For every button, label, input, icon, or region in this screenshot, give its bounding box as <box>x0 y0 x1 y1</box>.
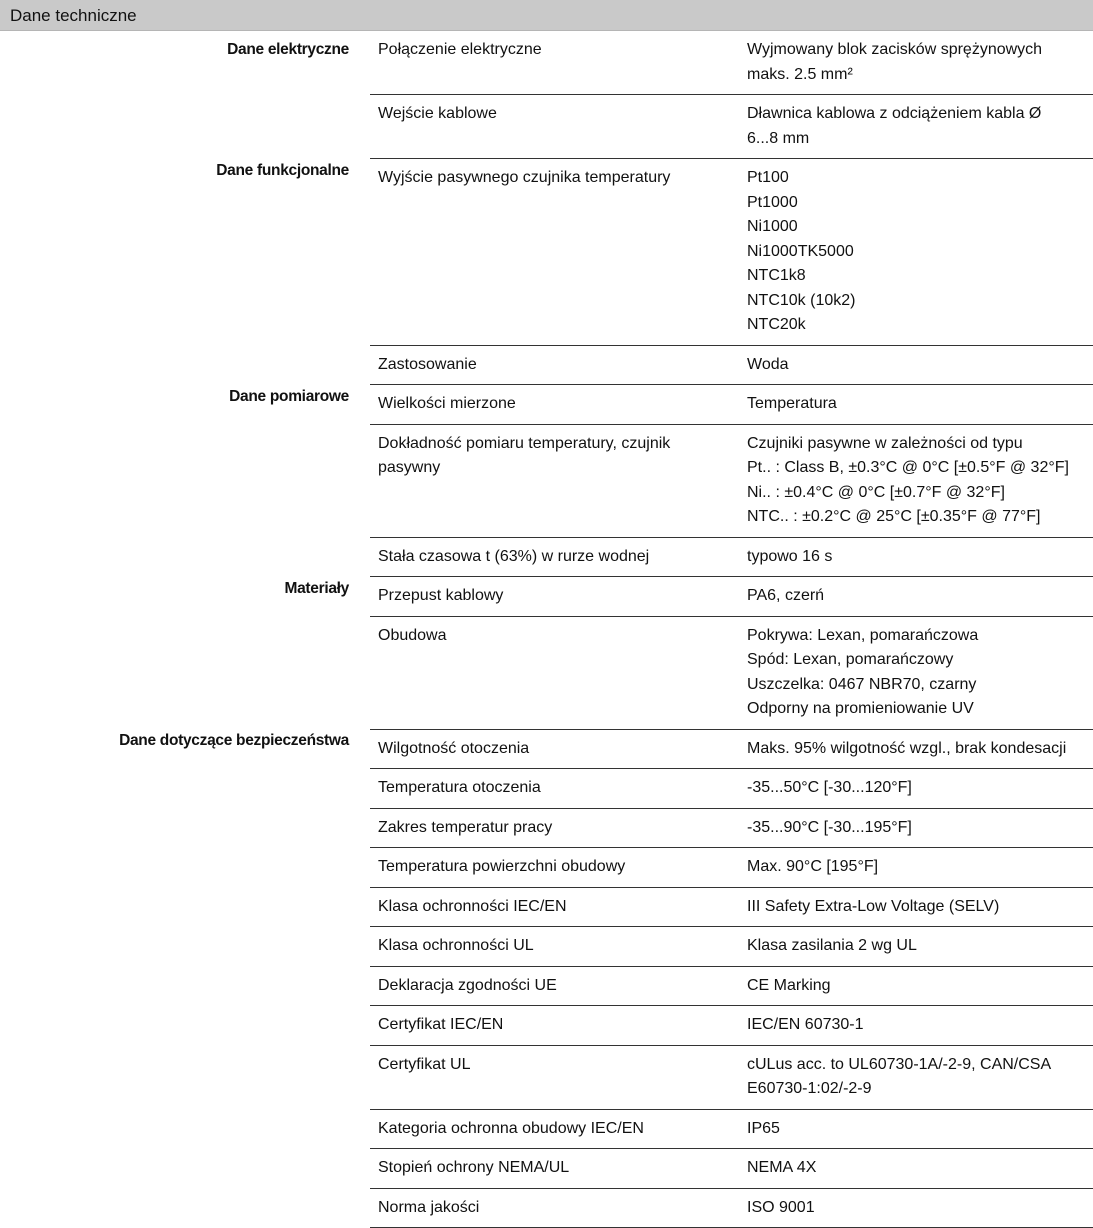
spec-row <box>0 424 1093 537</box>
value-line: Temperatura <box>747 395 837 412</box>
spec-key: Temperatura powierzchni obudowy <box>370 848 739 888</box>
value-line: Pt100 <box>747 169 789 186</box>
spec-row <box>0 385 1093 425</box>
spec-row <box>0 1006 1093 1046</box>
spec-key: Norma jakości <box>370 1188 739 1228</box>
value-line: IP65 <box>747 1119 780 1137</box>
spec-key: Stała czasowa t (63%) w rurze wodnej <box>370 537 739 577</box>
value-line: -35...90°C [-30...195°F] <box>747 818 912 836</box>
category-label <box>0 95 370 159</box>
value-line: Uszczelka: 0467 NBR70, czarny <box>747 675 977 693</box>
value-line: 6...8 mm <box>747 129 810 147</box>
value-line: NTC20k <box>747 316 806 333</box>
spec-row <box>0 38 1093 95</box>
category-label <box>0 1188 370 1228</box>
spec-row <box>0 848 1093 888</box>
value-line: NTC1k8 <box>747 267 806 284</box>
value-line: Maks. 95% wilgotność wzgl., brak kondesacji <box>747 739 1067 757</box>
spec-value <box>739 1045 1093 1109</box>
value-line: cULus acc. to UL60730-1A/-2-9, CAN/CSA <box>747 1055 1052 1073</box>
spec-value <box>739 1149 1093 1189</box>
spec-row <box>0 345 1093 385</box>
value-line: NTC.. : ±0.2°C @ 25°C [±0.35°F @ 77°F] <box>747 508 1041 525</box>
category-label: Materiały <box>284 579 349 597</box>
spec-key: Certyfikat UL <box>370 1045 739 1109</box>
value-line: Pt.. : Class B, ±0.3°C @ 0°C [±0.5°F @ 32°F] <box>747 459 1069 476</box>
spec-value <box>739 537 1093 577</box>
value-line: Ni.. : ±0.4°C @ 0°C [±0.7°F @ 32°F] <box>747 483 1005 501</box>
category-label <box>0 345 370 385</box>
spec-value <box>739 1109 1093 1149</box>
spec-row <box>0 95 1093 159</box>
value-line: Ni1000 <box>747 218 798 235</box>
value-line: NTC10k (10k2) <box>747 291 856 309</box>
category-label <box>0 1109 370 1149</box>
spec-row <box>0 1109 1093 1149</box>
category-label <box>0 848 370 888</box>
spec-key: Dokładność pomiaru temperatury, czujnik pasywny <box>370 424 739 537</box>
spec-value <box>739 848 1093 888</box>
spec-row <box>0 616 1093 729</box>
spec-key: Deklaracja zgodności UE <box>370 966 739 1006</box>
spec-row <box>0 577 1093 617</box>
spec-key: Wielkości mierzone <box>370 385 739 425</box>
spec-value <box>739 808 1093 848</box>
spec-value <box>739 966 1093 1006</box>
spec-value <box>739 1006 1093 1046</box>
category-label <box>0 616 370 729</box>
spec-key: Certyfikat IEC/EN <box>370 1006 739 1046</box>
category-label: Dane funkcjonalne <box>216 161 349 179</box>
category-label <box>0 424 370 537</box>
spec-key: Zakres temperatur pracy <box>370 808 739 848</box>
value-line: Czujniki pasywne w zależności od typu <box>747 434 1023 452</box>
spec-key: Wyjście pasywnego czujnika temperatury <box>370 159 739 346</box>
spec-key: Przepust kablowy <box>370 577 739 617</box>
spec-row <box>0 808 1093 848</box>
spec-value <box>739 385 1093 425</box>
spec-key: Wilgotność otoczenia <box>370 729 739 769</box>
value-line: maks. 2.5 mm² <box>747 65 853 83</box>
spec-value <box>739 159 1093 346</box>
value-line: NEMA 4X <box>747 1159 817 1176</box>
value-line: CE Marking <box>747 976 831 994</box>
value-line: -35...50°C [-30...120°F] <box>747 779 912 796</box>
spec-key: Połączenie elektryczne <box>370 38 739 95</box>
spec-key: Wejście kablowe <box>370 95 739 159</box>
spec-table <box>0 38 1093 1228</box>
value-line: Klasa zasilania 2 wg UL <box>747 937 917 954</box>
value-line: Odporny na promieniowanie UV <box>747 700 974 717</box>
category-label: Dane elektryczne <box>227 41 349 58</box>
value-line: ISO 9001 <box>747 1198 815 1216</box>
category-label: Dane dotyczące bezpieczeństwa <box>119 732 349 749</box>
spec-value <box>739 424 1093 537</box>
value-line: Pokrywa: Lexan, pomarańczowa <box>747 626 979 644</box>
spec-row <box>0 966 1093 1006</box>
category-label <box>0 927 370 967</box>
spec-value <box>739 927 1093 967</box>
value-line: Woda <box>747 355 789 373</box>
category-label <box>0 537 370 577</box>
spec-value <box>739 577 1093 617</box>
section-header: Dane techniczne <box>0 0 1093 31</box>
value-line: Wyjmowany blok zacisków sprężynowych <box>747 41 1043 58</box>
value-line: Dławnica kablowa z odciążeniem kabla Ø <box>747 105 1042 122</box>
spec-key: Temperatura otoczenia <box>370 769 739 809</box>
spec-key: Zastosowanie <box>370 345 739 385</box>
category-label <box>0 966 370 1006</box>
spec-value <box>739 616 1093 729</box>
category-label <box>0 1006 370 1046</box>
spec-key: Stopień ochrony NEMA/UL <box>370 1149 739 1189</box>
spec-row <box>0 1188 1093 1228</box>
spec-row <box>0 769 1093 809</box>
spec-key: Klasa ochronności IEC/EN <box>370 887 739 927</box>
spec-value <box>739 38 1093 95</box>
spec-row <box>0 537 1093 577</box>
category-label <box>0 887 370 927</box>
category-label <box>0 1149 370 1189</box>
spec-row <box>0 729 1093 769</box>
spec-key: Klasa ochronności UL <box>370 927 739 967</box>
value-line: Ni1000TK5000 <box>747 242 854 260</box>
spec-value <box>739 1188 1093 1228</box>
value-line: typowo 16 s <box>747 547 833 565</box>
spec-value <box>739 95 1093 159</box>
spec-key: Obudowa <box>370 616 739 729</box>
category-label <box>0 808 370 848</box>
value-line: Pt1000 <box>747 193 798 211</box>
value-line: III Safety Extra-Low Voltage (SELV) <box>747 897 1000 915</box>
category-label <box>0 769 370 809</box>
category-label: Dane pomiarowe <box>229 387 349 405</box>
value-line: Max. 90°C [195°F] <box>747 858 879 875</box>
spec-row <box>0 887 1093 927</box>
category-label <box>0 1045 370 1109</box>
spec-value <box>739 345 1093 385</box>
value-line: IEC/EN 60730-1 <box>747 1016 864 1033</box>
spec-key: Kategoria ochronna obudowy IEC/EN <box>370 1109 739 1149</box>
value-line: PA6, czerń <box>747 587 825 604</box>
value-line: E60730-1:02/-2-9 <box>747 1080 872 1097</box>
spec-row <box>0 927 1093 967</box>
spec-row <box>0 159 1093 346</box>
value-line: Spód: Lexan, pomarańczowy <box>747 651 954 668</box>
spec-value <box>739 729 1093 769</box>
spec-value <box>739 769 1093 809</box>
spec-value <box>739 887 1093 927</box>
spec-row <box>0 1045 1093 1109</box>
spec-row <box>0 1149 1093 1189</box>
